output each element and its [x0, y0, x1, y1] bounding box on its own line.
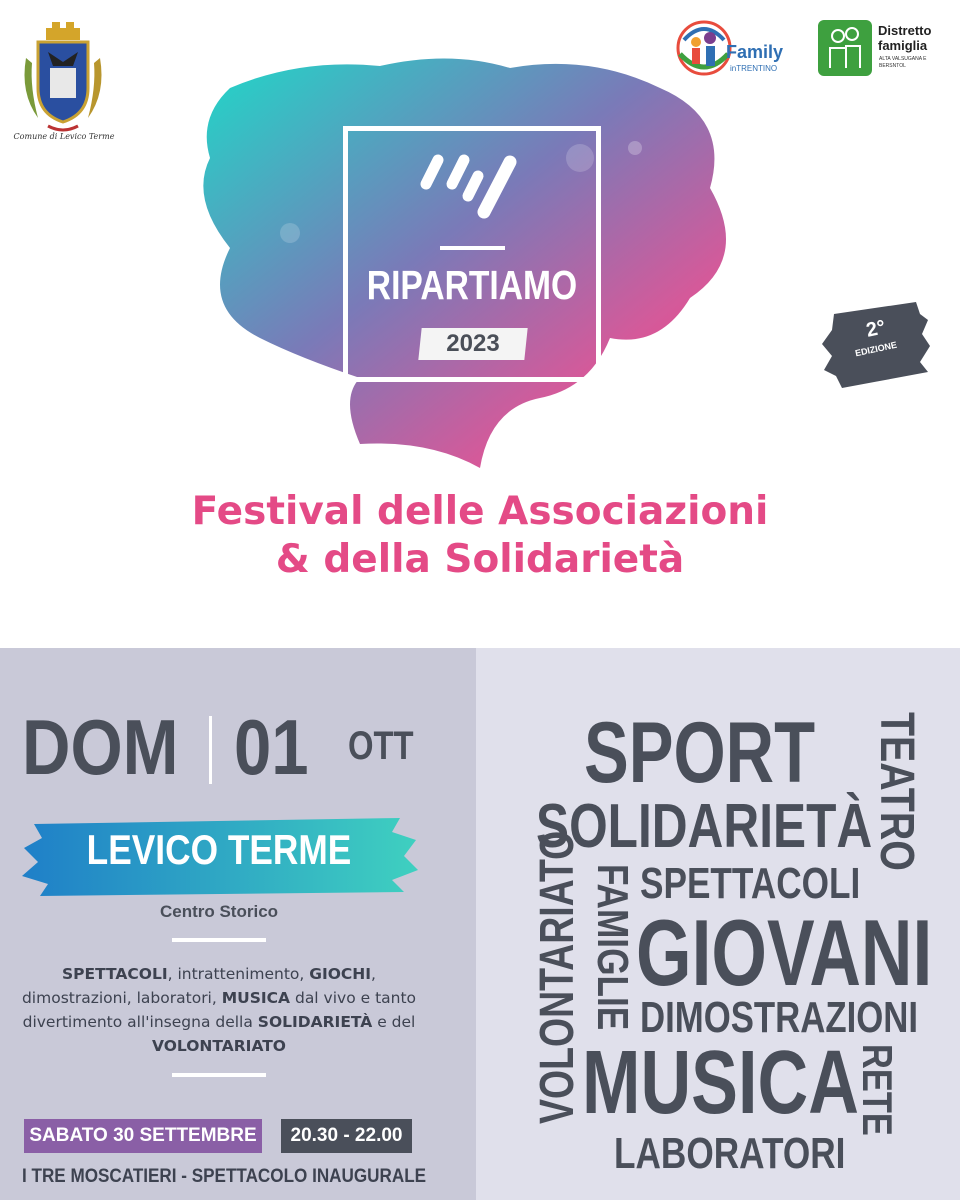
municipality-caption: Comune di Levico Terme	[13, 132, 115, 141]
event-sublocation: Centro Storico	[159, 902, 279, 921]
word-laboratori: LABORATORI	[614, 1129, 846, 1178]
divider-top	[172, 938, 266, 942]
distretto-line1: Distretto	[878, 23, 932, 38]
desc-solidarieta: SOLIDARIETÀ	[257, 1013, 373, 1031]
word-dimostrazioni: DIMOSTRAZIONI	[640, 993, 919, 1042]
family-logo-text: Family	[726, 42, 784, 62]
word-sport: SPORT	[584, 705, 816, 801]
distretto-line2: famiglia	[878, 38, 928, 53]
logo-title: RIPARTIAMO	[366, 262, 578, 308]
schedule-time-pill: 20.30 - 22.00	[281, 1119, 412, 1153]
logo-year: 2023	[446, 330, 500, 357]
event-day-of-week: DOM	[22, 703, 179, 791]
event-month: OTT	[348, 724, 414, 768]
family-figures-icon	[818, 20, 872, 76]
desc-text-3: dal vivo e tanto divertimento all'insegna della	[22, 989, 417, 1031]
date-separator	[209, 716, 212, 784]
edition-label: EDIZIONE	[854, 339, 898, 359]
desc-text-2: , dimostrazioni, laboratori,	[21, 965, 376, 1007]
family-logo-subtext: inTRENTINO	[730, 64, 778, 73]
desc-text-1: , intrattenimento,	[167, 965, 310, 983]
desc-spettacoli: SPETTACOLI	[62, 965, 168, 983]
edition-number: 2°	[864, 316, 888, 342]
word-volontariato: VOLONTARIATO	[531, 830, 584, 1124]
logo-divider	[440, 246, 505, 250]
word-teatro: TEATRO	[870, 712, 923, 871]
distretto-line3: ALTA VALSUGANA E BERSNTOL	[879, 56, 927, 69]
event-location: LEVICO TERME	[86, 826, 352, 873]
festival-headline	[0, 488, 960, 584]
desc-giochi: GIOCHI	[309, 965, 372, 983]
word-rete: RETE	[854, 1044, 901, 1136]
distretto-famiglia-logo	[818, 20, 872, 76]
headline-line2: & della Solidarietà	[275, 537, 685, 582]
word-spettacoli: SPETTACOLI	[640, 859, 861, 908]
divider-bottom	[172, 1073, 266, 1077]
coat-of-arms-icon	[18, 18, 108, 143]
event-day: 01	[234, 703, 309, 791]
word-musica: MUSICA	[582, 1033, 859, 1133]
headline-line1: Festival delle Associazioni	[191, 489, 769, 534]
ripartiamo-mark-icon	[420, 152, 524, 226]
desc-volontariato: VOLONTARIATO	[152, 1037, 286, 1055]
desc-musica: MUSICA	[221, 989, 291, 1007]
schedule-event-title: I TRE MOSCATIERI - SPETTACOLO INAUGURALE	[22, 1166, 427, 1187]
event-description	[20, 962, 418, 1058]
desc-text-4: e del	[372, 1013, 416, 1031]
word-famiglie: FAMIGLIE	[588, 864, 637, 1031]
schedule-date-pill: SABATO 30 SETTEMBRE	[24, 1119, 262, 1153]
word-giovani: GIOVANI	[636, 900, 933, 1005]
word-solidarieta: SOLIDARIETÀ	[536, 792, 873, 861]
